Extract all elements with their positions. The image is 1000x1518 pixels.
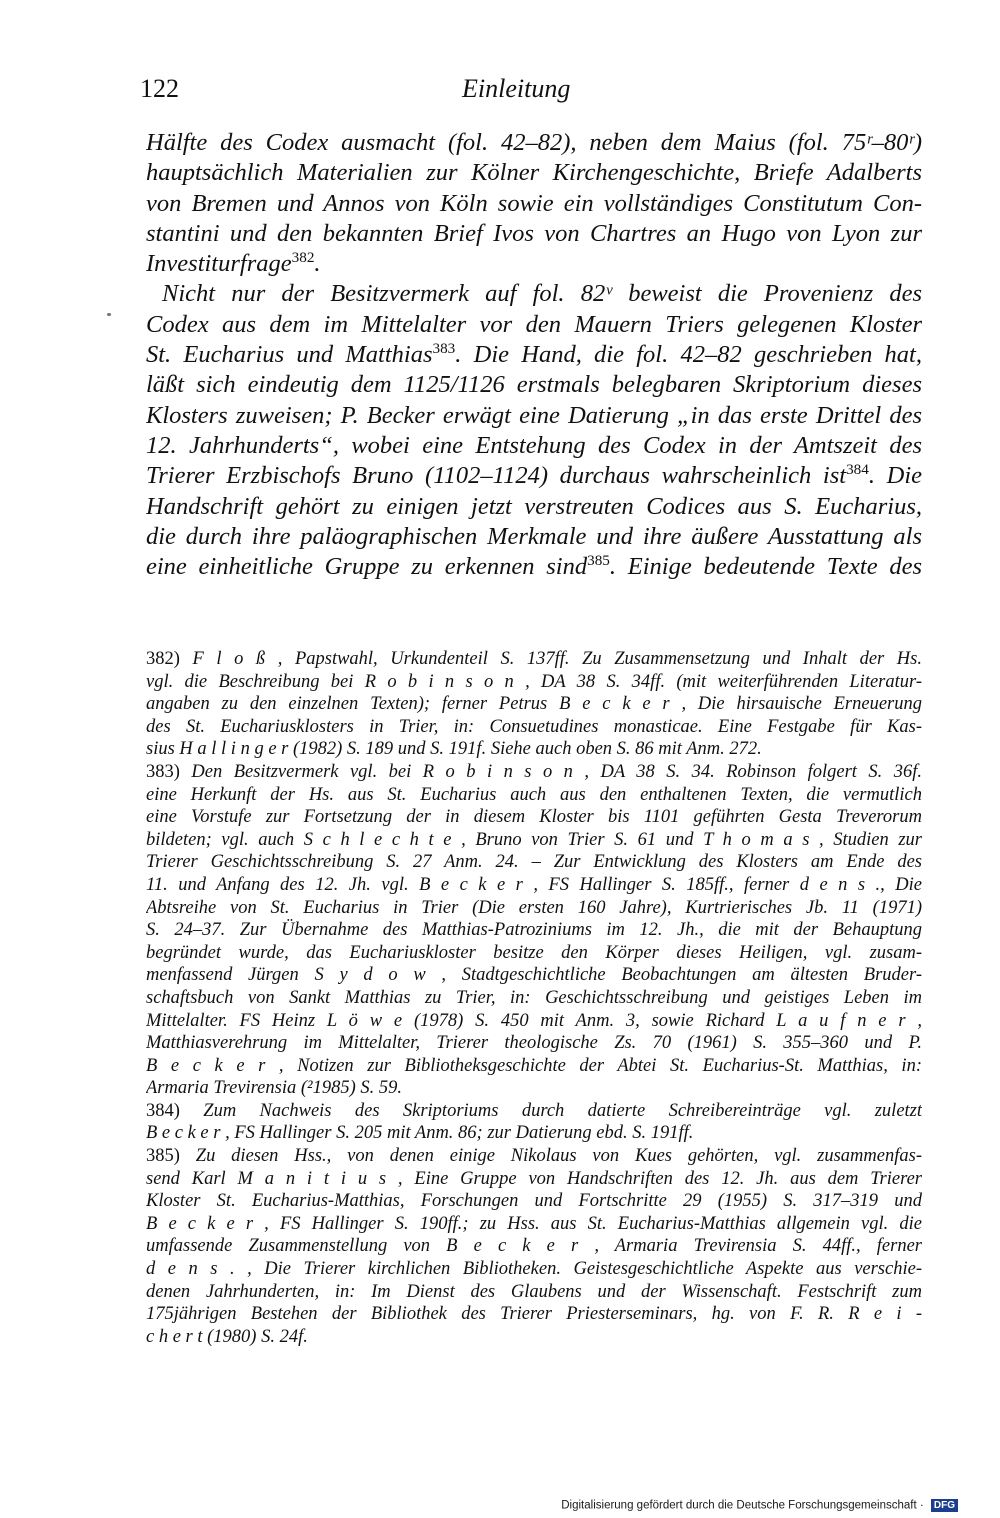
footnote-line: [146, 1100, 922, 1123]
text-line: hauptsächlich Materialien zur Kölner Kirchengeschichte, Briefe Adalberts: [146, 159, 922, 187]
text-line: Klosters zuweisen; P. Becker erwägt eine Datierung „in das erste Drittel des: [146, 401, 922, 429]
text-line: [146, 340, 922, 370]
footnote-line: eine Herkunft der Hs. aus St. Eucharius auch aus den enthaltenen Texten, die vermutlich: [146, 784, 922, 805]
footnote-382: [146, 648, 922, 761]
text-line: von Bremen und Annos von Köln sowie ein vollständiges Constitutum Con-: [146, 189, 922, 217]
footnote-383: [146, 761, 922, 1100]
footnote-line: sius H a l l i n g e r (1982) S. 189 und S. 191f. Siehe auch oben S. 86 mit Anm. 272.: [146, 739, 762, 760]
footnote-line: 11. und Anfang des 12. Jh. vgl. B e c k e r , FS Hallinger S. 185ff., ferner d e n s ., Die: [146, 874, 922, 895]
footnote-text: F l o ß , Papstwahl, Urkundenteil S. 137ff. Zu Zusammensetzung und Inhalt der Hs.: [192, 649, 922, 669]
footnote-line: angaben zu den einzelnen Texten); ferner Petrus B e c k e r , Die hirsauische Erneuerung: [146, 694, 922, 715]
footnote-number: 384): [146, 1100, 180, 1121]
footnote-line: Abtsreihe von St. Eucharius in Trier (Die ersten 160 Jahre), Kurtrierisches Jb. 11 (1971): [146, 897, 922, 918]
footnote-line: denen Jahrhunderten, in: Im Dienst des Glaubens und der Wissenschaft. Festschrift zum: [146, 1281, 922, 1302]
credit-text: Digitalisierung gefördert durch die Deutsche Forschungsgemeinschaft ·: [561, 1499, 924, 1512]
footnote-line: B e c k e r , FS Hallinger S. 205 mit Anm. 86; zur Datierung ebd. S. 191ff.: [146, 1123, 694, 1144]
footnotes: [146, 648, 922, 1348]
page-number: 122: [140, 74, 179, 103]
footnote-line: send Karl M a n i t i u s , Eine Gruppe von Handschriften des 12. Jh. aus dem Trierer: [146, 1168, 922, 1189]
footnote-line: schaftsbuch von Sankt Matthias zu Trier, in: Geschichtsschreibung und geistiges Leben im: [146, 987, 922, 1008]
footnote-line: menfassend Jürgen S y d o w , Stadtgeschichtliche Beobachtungen am ältesten Bruder-: [146, 965, 922, 986]
footnote-number: 382): [146, 649, 180, 669]
text-segment: St. Eucharius und Matthias: [146, 341, 433, 369]
footnote-line: Armaria Trevirensia (²1985) S. 59.: [146, 1078, 402, 1099]
main-text: [146, 128, 922, 582]
footnote-line: c h e r t (1980) S. 24f.: [146, 1326, 308, 1347]
footnote-line: 175jährigen Bestehen der Bibliothek des Trierer Priesterseminars, hg. von F. R. R e i -: [146, 1304, 922, 1325]
footnote-line: [146, 648, 922, 671]
footnote-line: umfassende Zusammenstellung von B e c k e r , Armaria Trevirensia S. 44ff., ferner: [146, 1236, 922, 1257]
text-segment: Trierer Erzbischofs Bruno (1102–1124) durchaus wahrscheinlich ist: [146, 462, 847, 490]
footnote-ref-384[interactable]: 384: [846, 461, 869, 479]
footnote-line: B e c k e r , Notizen zur Bibliotheksgeschichte der Abtei St. Eucharius-St. Matthias, in:: [146, 1055, 922, 1076]
footnote-text: Den Besitzvermerk vgl. bei R o b i n s o n , DA 38 S. 34. Robinson folgert S. 36f.: [191, 761, 922, 782]
footnote-line: bildeten; vgl. auch S c h l e c h t e , Bruno von Trier S. 61 und T h o m a s , Studien zur: [146, 829, 922, 850]
footnote-text: Zu diesen Hss., von denen einige Nikolaus von Kues gehörten, vgl. zusammenfas-: [195, 1146, 922, 1167]
text-line: Nicht nur der Besitzvermerk auf fol. 82ᵛ beweist die Provenienz des: [162, 280, 922, 308]
dfg-logo: DFG: [931, 1499, 958, 1512]
text-line: stantini und den bekannten Brief Ivos von Chartres an Hugo von Lyon zur: [146, 219, 922, 247]
text-segment: Investiturfrage: [146, 250, 292, 278]
text-line: läßt sich eindeutig dem 1125/1126 erstmals belegbaren Skriptorium dieses: [146, 371, 922, 399]
footnote-ref-382[interactable]: 382: [291, 249, 315, 267]
footnote-ref-383[interactable]: 383: [432, 340, 456, 357]
footnote-line: Trierer Geschichtsschreibung S. 27 Anm. 24. – Zur Entwicklung des Klosters am Ende des: [146, 852, 922, 873]
text-line: [146, 461, 922, 491]
footnote-line: [146, 1145, 922, 1168]
text-line: [146, 249, 922, 279]
text-line: Handschrift gehört zu einigen jetzt verstreuten Codices aus S. Eucharius,: [146, 492, 922, 520]
footnote-line: vgl. die Beschreibung bei R o b i n s o n , DA 38 S. 34ff. (mit weiterführenden Literatur-: [146, 671, 922, 692]
footnote-number: 385): [146, 1146, 180, 1167]
footnote-line: Kloster St. Eucharius-Matthias, Forschungen und Fortschritte 29 (1955) S. 317–319 und: [146, 1191, 922, 1212]
footnote-line: S. 24–37. Zur Übernahme des Matthias-Patroziniums im 12. Jh., die mit der Behauptung: [146, 920, 922, 941]
text-segment: eine einheitliche Gruppe zu erkennen sind: [146, 553, 588, 581]
footnote-number: 383): [146, 761, 180, 782]
digitization-credit: [561, 1499, 958, 1512]
text-segment: . Die: [868, 462, 922, 490]
footnote-line: des St. Euchariusklosters in Trier, in: Consuetudines monasticae. Eine Festgabe für Kas-: [146, 716, 922, 737]
text-segment: . Die Hand, die fol. 42–82 geschrieben hat,: [455, 341, 922, 369]
footnote-line: Mittelalter. FS Heinz L ö w e (1978) S. 450 mit Anm. 3, sowie Richard L a u f n e r ,: [146, 1010, 922, 1031]
footnote-line: [146, 761, 922, 784]
text-line: 12. Jahrhunderts“, wobei eine Entstehung des Codex in der Amtszeit des: [146, 431, 922, 459]
text-line: Hälfte des Codex ausmacht (fol. 42–82), neben dem Maius (fol. 75ʳ–80ʳ): [146, 129, 922, 156]
footnote-line: eine Vorstufe zur Fortsetzung der in diesem Kloster bis 1101 geführten Gesta Treverorum: [146, 807, 922, 828]
text-line: Codex aus dem im Mittelalter vor den Mauern Triers gelegenen Kloster: [146, 310, 922, 338]
text-segment: .: [314, 250, 321, 278]
footnote-ref-385[interactable]: 385: [587, 552, 610, 570]
footnote-385: [146, 1145, 922, 1348]
footnote-line: d e n s . , Die Trierer kirchlichen Bibliotheken. Geistesgeschichtliche Aspekte aus verschie-: [146, 1259, 922, 1280]
footnote-text: Zum Nachweis des Skriptoriums durch datierte Schreibereinträge vgl. zuletzt: [203, 1100, 922, 1121]
text-line: [146, 552, 922, 582]
footnote-line: Matthiasverehrung im Mittelalter, Trierer theologische Zs. 70 (1961) S. 355–360 und P.: [146, 1033, 922, 1054]
footnote-384: [146, 1100, 922, 1145]
text-line: die durch ihre paläographischen Merkmale und ihre äußere Ausstattung als: [146, 522, 922, 550]
scan-speck: [107, 313, 111, 316]
footnote-line: B e c k e r , FS Hallinger S. 190ff.; zu Hss. aus St. Eucharius-Matthias allgemein vgl. die: [146, 1213, 922, 1234]
footnote-line: begründet wurde, das Euchariuskloster besitze den Körper dieses Heiligen, vgl. zusam-: [146, 942, 922, 963]
text-segment: . Einige bedeutende Texte des: [609, 553, 922, 581]
running-head: Einleitung: [462, 74, 571, 103]
